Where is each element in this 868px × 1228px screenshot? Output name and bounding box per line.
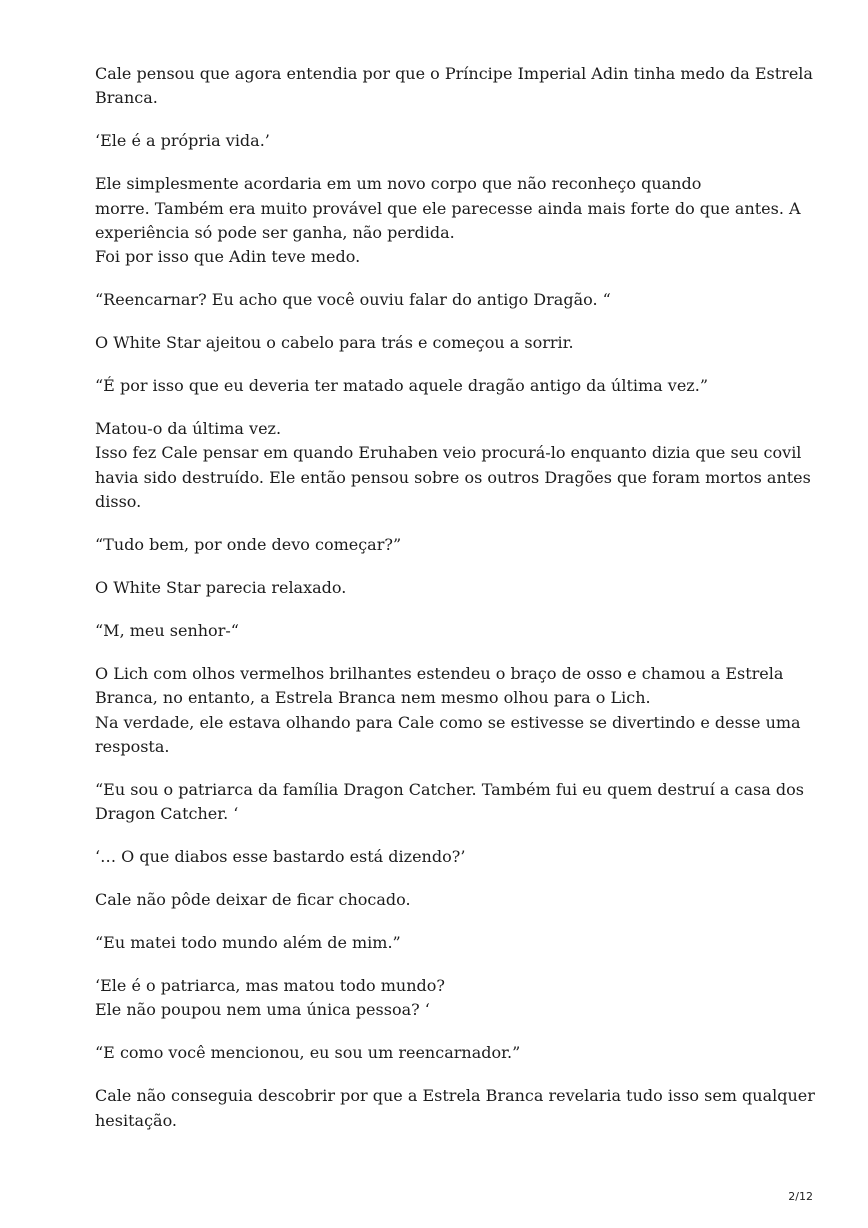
paragraph xyxy=(95,888,795,912)
text-line: havia sido destruído. Ele então pensou sobre os outros Dragões que foram mortos antes xyxy=(95,467,811,487)
paragraph xyxy=(95,172,801,270)
text-line: resposta. xyxy=(95,737,170,757)
text-line: Isso fez Cale pensar em quando Eruhaben veio procurá-lo enquanto dizia que seu covil xyxy=(95,443,802,463)
text-line: experiência só pode ser ganha, não perdida. xyxy=(95,223,455,243)
paragraph xyxy=(95,778,804,827)
paragraph xyxy=(95,374,795,398)
text-line: O White Star ajeitou o cabelo para trás e começou a sorrir. xyxy=(95,333,574,353)
text-line: “E como você mencionou, eu sou um reencarnador.” xyxy=(95,1043,521,1063)
paragraph xyxy=(95,288,795,312)
page-number: 2/12 xyxy=(788,1190,813,1203)
paragraph xyxy=(95,1041,795,1065)
text-line: Matou-o da última vez. xyxy=(95,419,282,439)
text-line: “É por isso que eu deveria ter matado aquele dragão antigo da última vez.” xyxy=(95,376,708,396)
paragraph xyxy=(95,931,795,955)
text-line: O White Star parecia relaxado. xyxy=(95,578,347,598)
text-line: ‘Ele é o patriarca, mas matou todo mundo? xyxy=(95,976,445,996)
paragraph xyxy=(95,974,795,1023)
text-line: “Tudo bem, por onde devo começar?” xyxy=(95,535,402,555)
text-line: Cale não pôde deixar de ficar chocado. xyxy=(95,890,411,910)
text-line: hesitação. xyxy=(95,1110,178,1130)
text-line: “Reencarnar? Eu acho que você ouviu falar do antigo Dragão. “ xyxy=(95,290,611,310)
paragraph xyxy=(95,662,801,760)
text-line: Ele não poupou nem uma única pessoa? ‘ xyxy=(95,1000,430,1020)
paragraph xyxy=(95,129,795,153)
text-line: Ele simplesmente acordaria em um novo corpo que não reconheço quando xyxy=(95,174,702,194)
text-line: Dragon Catcher. ‘ xyxy=(95,804,239,824)
text-line: ‘… O que diabos esse bastardo está dizendo?’ xyxy=(95,847,466,867)
text-line: Branca, no entanto, a Estrela Branca nem mesmo olhou para o Lich. xyxy=(95,688,651,708)
paragraph xyxy=(95,619,795,643)
text-line: morre. Também era muito provável que ele parecesse ainda mais forte do que antes. A xyxy=(95,198,801,218)
text-line: disso. xyxy=(95,492,142,512)
text-line: “Eu sou o patriarca da família Dragon Catcher. Também fui eu quem destruí a casa dos xyxy=(95,780,804,800)
text-line: ‘Ele é a própria vida.’ xyxy=(95,131,270,151)
text-line: Na verdade, ele estava olhando para Cale como se estivesse se divertindo e desse uma xyxy=(95,712,801,732)
paragraph xyxy=(95,845,795,869)
text-line: “Eu matei todo mundo além de mim.” xyxy=(95,933,401,953)
paragraph xyxy=(95,331,795,355)
paragraph xyxy=(95,533,795,557)
text-line: Cale pensou que agora entendia por que o Príncipe Imperial Adin tinha medo da Estrela xyxy=(95,64,813,83)
paragraph xyxy=(95,576,795,600)
text-line: Cale não conseguia descobrir por que a Estrela Branca revelaria tudo isso sem qualquer xyxy=(95,1086,815,1106)
paragraph xyxy=(95,62,813,111)
document-body xyxy=(95,62,815,1152)
paragraph xyxy=(95,1084,815,1133)
paragraph xyxy=(95,417,811,515)
text-line: Foi por isso que Adin teve medo. xyxy=(95,247,361,267)
text-line: Branca. xyxy=(95,88,158,108)
text-line: O Lich com olhos vermelhos brilhantes estendeu o braço de osso e chamou a Estrela xyxy=(95,663,784,683)
text-line: “M, meu senhor-“ xyxy=(95,621,239,640)
